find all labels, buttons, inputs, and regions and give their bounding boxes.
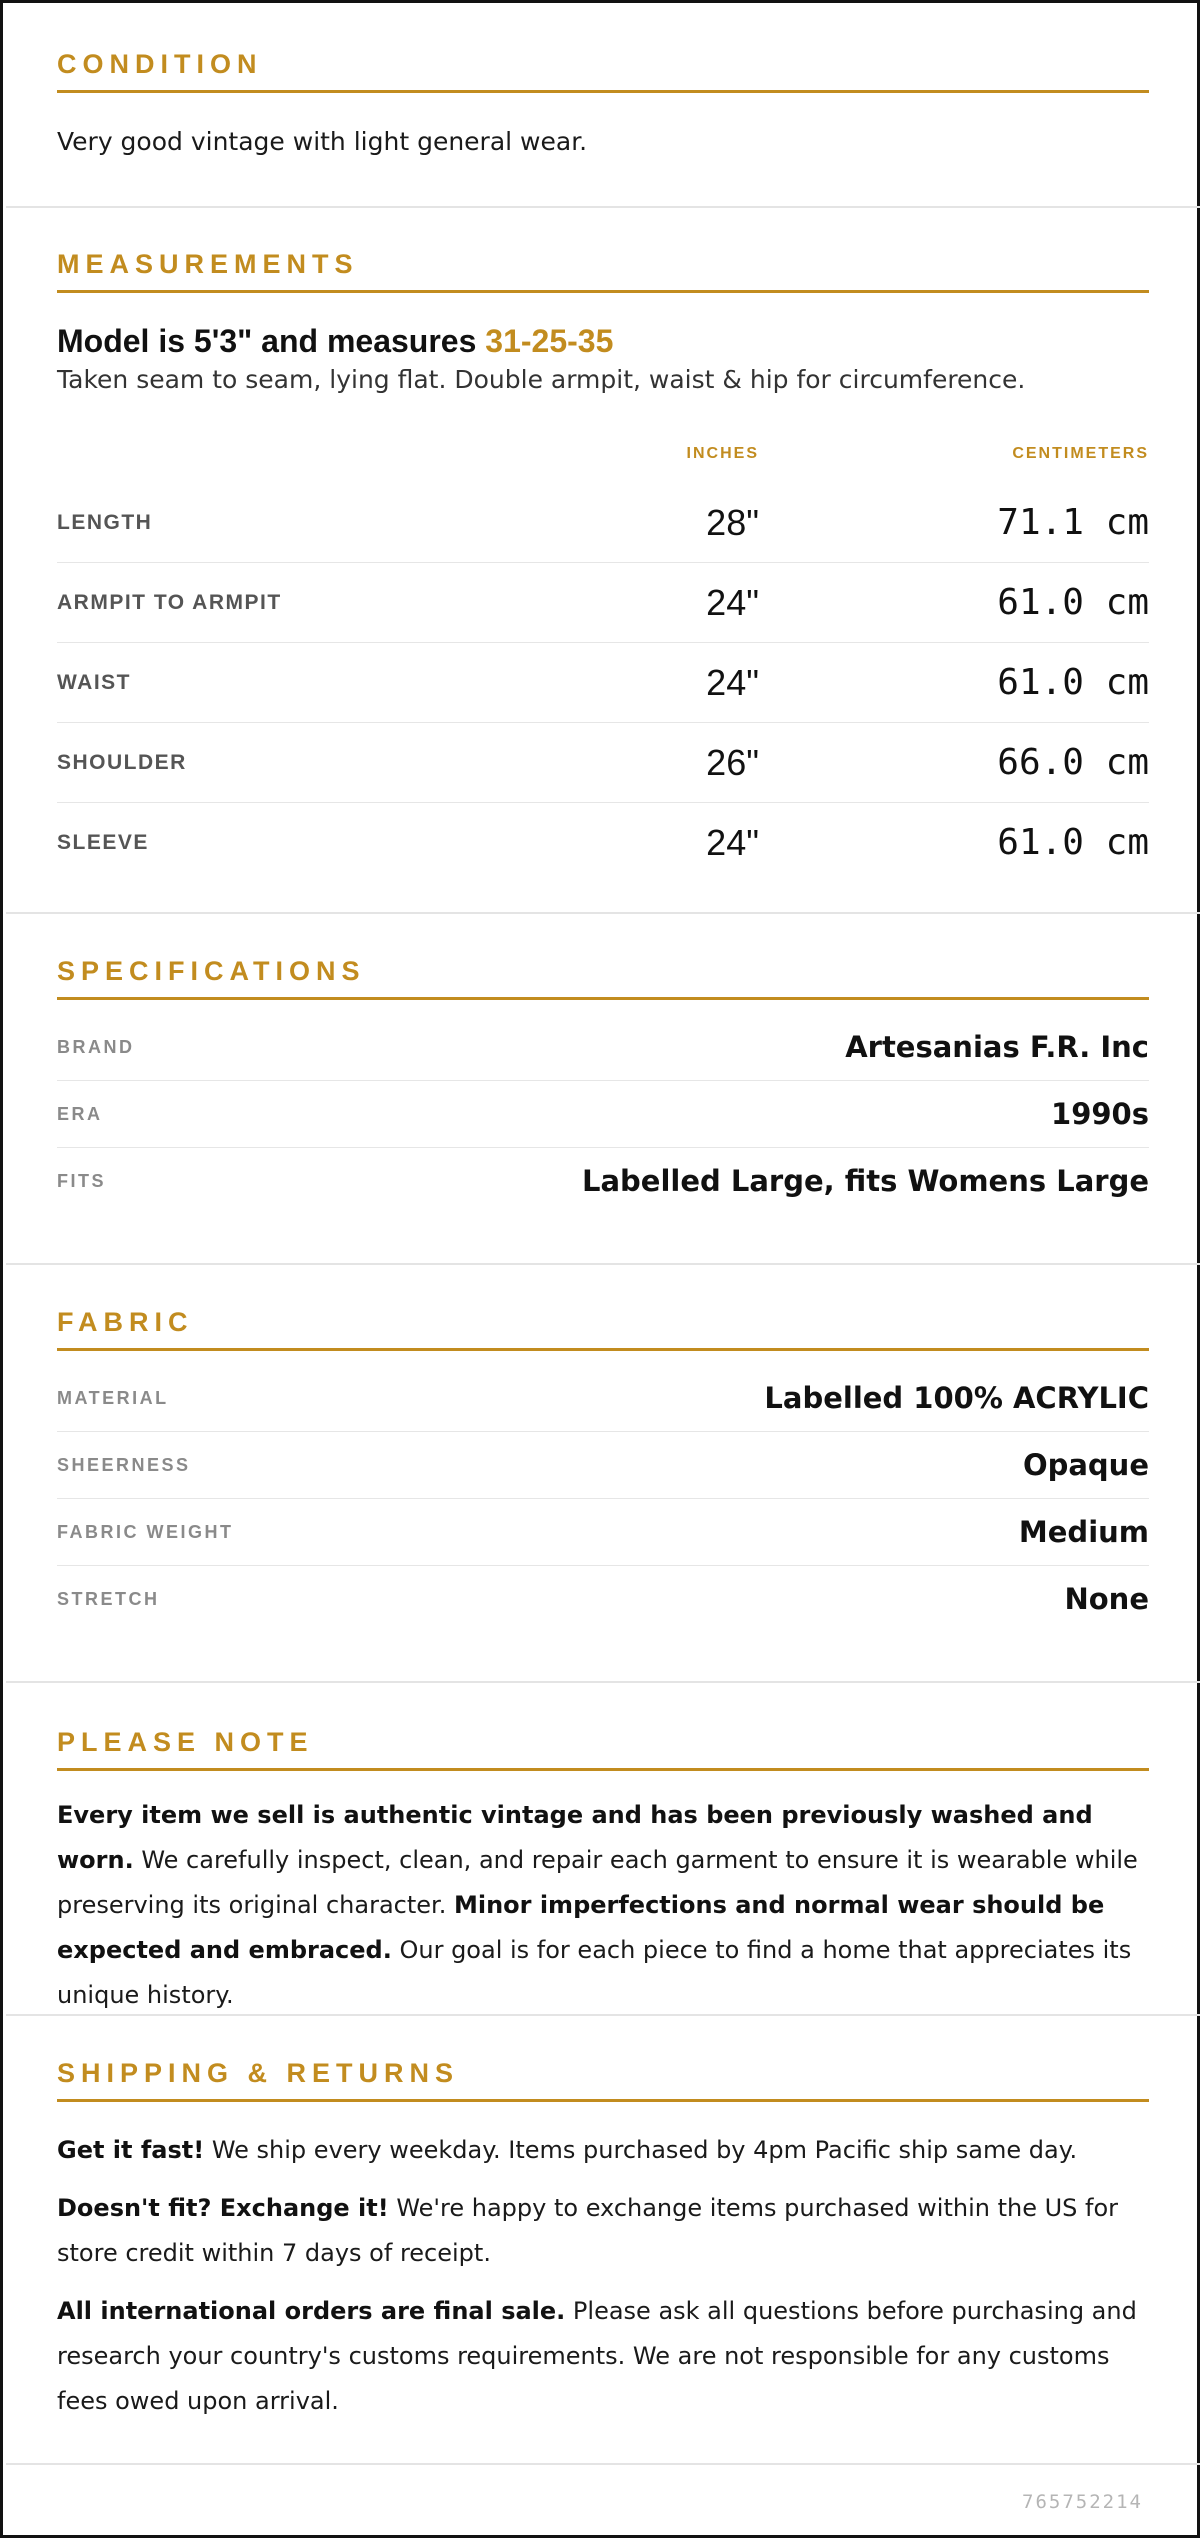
shipping-international-bold: All international orders are final sale. bbox=[57, 2297, 566, 2325]
please-note-section bbox=[57, 1725, 1149, 2018]
measurement-inches: 28" bbox=[706, 502, 759, 543]
fabric-value: Opaque bbox=[1022, 1448, 1149, 1482]
measurements-heading-rule bbox=[57, 247, 1149, 293]
fabric-section bbox=[57, 1305, 1149, 1616]
measurements-section bbox=[57, 247, 1149, 863]
spec-label: ERA bbox=[57, 1104, 103, 1124]
spec-value: Labelled Large, fits Womens Large bbox=[581, 1164, 1149, 1198]
please-note-paragraph bbox=[57, 1793, 1149, 2018]
fabric-label: FABRIC WEIGHT bbox=[57, 1522, 234, 1542]
fabric-heading-rule bbox=[57, 1305, 1149, 1351]
measurement-cm: 71.1 cm bbox=[997, 502, 1149, 543]
measurement-row bbox=[57, 563, 1149, 643]
section-divider bbox=[6, 2014, 1200, 2016]
section-divider bbox=[6, 912, 1200, 914]
fabric-value: None bbox=[1064, 1582, 1149, 1616]
centimeters-column-header: CENTIMETERS bbox=[1012, 445, 1149, 462]
condition-heading-rule bbox=[57, 47, 1149, 93]
shipping-fast-text: We ship every weekday. Items purchased by 4pm Pacific ship same day. bbox=[204, 2136, 1078, 2164]
measurement-cm: 61.0 cm bbox=[997, 582, 1149, 623]
shipping-paragraph-fast bbox=[57, 2128, 1149, 2173]
please-note-bold-1: Every item we sell is authentic vintage and has been previously washed and worn. bbox=[57, 1801, 1093, 1874]
fabric-row bbox=[57, 1499, 1149, 1566]
fabric-label: SHEERNESS bbox=[57, 1455, 191, 1475]
shipping-heading: SHIPPING & RETURNS bbox=[57, 2058, 460, 2088]
model-text: Model is 5'3" and measures bbox=[57, 323, 486, 359]
measurement-row bbox=[57, 483, 1149, 563]
spec-row bbox=[57, 1148, 1149, 1215]
section-divider bbox=[6, 206, 1200, 208]
specifications-section bbox=[57, 954, 1149, 1198]
shipping-paragraph-exchange bbox=[57, 2186, 1149, 2276]
fabric-row bbox=[57, 1432, 1149, 1499]
fabric-heading: FABRIC bbox=[57, 1307, 194, 1337]
measurement-inches: 24" bbox=[706, 822, 759, 863]
measurement-cm: 66.0 cm bbox=[997, 742, 1149, 783]
measurement-inches: 24" bbox=[706, 662, 759, 703]
condition-text: Very good vintage with light general wear. bbox=[57, 127, 588, 156]
spec-value: 1990s bbox=[1051, 1097, 1149, 1131]
please-note-heading-rule bbox=[57, 1725, 1149, 1771]
please-note-text-1: We carefully inspect, clean, and repair each garment to ensure it is wearable while preserving its original character. bbox=[57, 1846, 1138, 1919]
measurement-row bbox=[57, 803, 1149, 883]
fabric-row bbox=[57, 1365, 1149, 1432]
model-measurements bbox=[57, 321, 1149, 361]
spec-row bbox=[57, 1014, 1149, 1081]
measurement-inches: 24" bbox=[706, 582, 759, 623]
measurement-cm: 61.0 cm bbox=[997, 822, 1149, 863]
shipping-heading-rule bbox=[57, 2056, 1149, 2102]
fabric-row bbox=[57, 1566, 1149, 1633]
shipping-international-text: Please ask all questions before purchasing and research your country's customs requirements. We are not responsible for any customs fees owed upon arrival. bbox=[57, 2297, 1137, 2415]
measurement-method-note: Taken seam to seam, lying flat. Double armpit, waist & hip for circumference. bbox=[57, 365, 1026, 394]
measurement-label: LENGTH bbox=[57, 511, 153, 534]
section-divider bbox=[6, 1263, 1200, 1265]
specifications-heading-rule bbox=[57, 954, 1149, 1000]
sku-number: 765752214 bbox=[1022, 2491, 1143, 2513]
measurement-cm: 61.0 cm bbox=[997, 662, 1149, 703]
shipping-exchange-text: We're happy to exchange items purchased within the US for store credit within 7 days of receipt. bbox=[57, 2194, 1119, 2267]
fabric-value: Labelled 100% ACRYLIC bbox=[764, 1381, 1149, 1415]
shipping-fast-bold: Get it fast! bbox=[57, 2136, 205, 2164]
please-note-heading: PLEASE NOTE bbox=[57, 1727, 314, 1757]
shipping-exchange-bold: Doesn't fit? Exchange it! bbox=[57, 2194, 389, 2222]
spec-label: FITS bbox=[57, 1171, 106, 1191]
condition-section bbox=[57, 47, 1149, 164]
section-divider bbox=[6, 1681, 1200, 1683]
measurement-row bbox=[57, 643, 1149, 723]
spec-label: BRAND bbox=[57, 1037, 135, 1057]
fabric-label: STRETCH bbox=[57, 1589, 160, 1609]
please-note-text-2: Our goal is for each piece to find a home that appreciates its unique history. bbox=[57, 1936, 1132, 2009]
shipping-returns-section bbox=[57, 2056, 1149, 2424]
spec-value: Artesanias F.R. Inc bbox=[845, 1030, 1149, 1064]
model-measurements-value: 31-25-35 bbox=[485, 323, 614, 359]
measurement-label: WAIST bbox=[57, 671, 131, 694]
fabric-value: Medium bbox=[1018, 1515, 1149, 1549]
shipping-paragraph-international bbox=[57, 2289, 1149, 2424]
specifications-heading: SPECIFICATIONS bbox=[57, 956, 366, 986]
section-divider bbox=[6, 2463, 1200, 2465]
spec-row bbox=[57, 1081, 1149, 1148]
measurement-label: SHOULDER bbox=[57, 751, 187, 774]
measurements-heading: MEASUREMENTS bbox=[57, 249, 359, 279]
condition-heading: CONDITION bbox=[57, 49, 263, 79]
fabric-label: MATERIAL bbox=[57, 1388, 169, 1408]
please-note-bold-2: Minor imperfections and normal wear should be expected and embraced. bbox=[57, 1891, 1105, 1964]
measurement-inches: 26" bbox=[706, 742, 759, 783]
measurement-label: ARMPIT TO ARMPIT bbox=[57, 591, 282, 614]
measurement-row bbox=[57, 723, 1149, 803]
inches-column-header: INCHES bbox=[686, 445, 759, 462]
measurement-label: SLEEVE bbox=[57, 831, 149, 854]
